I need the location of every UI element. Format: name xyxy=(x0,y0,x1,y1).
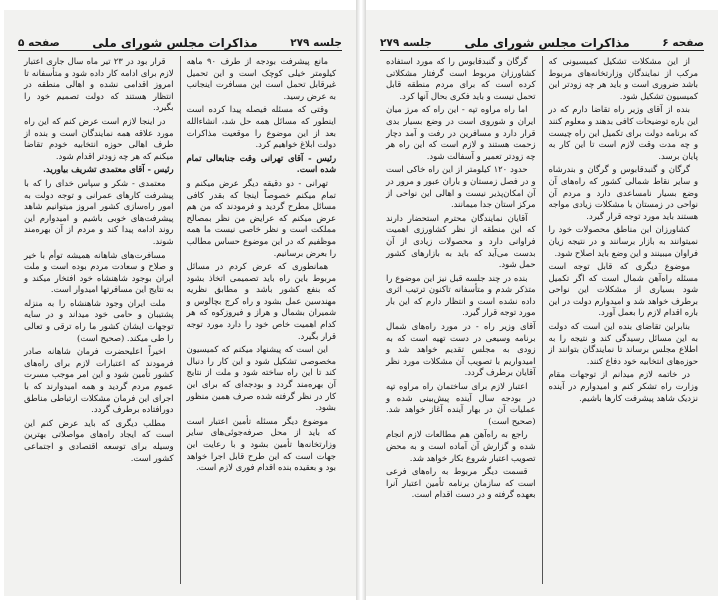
left-page xyxy=(4,10,356,596)
speaker-line: رئیس - آقای تهرانی وقت جنابعالی تمام شده است. xyxy=(186,152,336,175)
paragraph: در خاتمه لازم میدانم از توجهات مقام وزارت راه تشکر کنم و امیدوارم در آینده نزدیک شاهد پیشرفت کارها باشیم. xyxy=(548,369,698,403)
right-page xyxy=(366,10,718,596)
paragraph: قسمت دیگر مربوط به راه‌های فرعی است که سازمان برنامه تأمین اعتبار آنرا بعهده گرفته و در دست اقدام است. xyxy=(386,466,536,500)
paragraph: گرگان و گنبدقابوس را که مورد استفاده کشاورزان مربوط است گرفتار مشکلاتی کرده است که برای مردم منطقه قابل تحمل نیست و باید فکری بحال آنها کرد. xyxy=(386,56,536,101)
paragraph: مسافرت‌های شاهانه همیشه توأم با خیر و صلاح و سعادت مردم بوده است و ملت ایران بوجود شاهنشاه خود افتخار میکند و به نتایج این مسافرتها امیدوار است. xyxy=(24,249,174,295)
paragraph: تهرانی - دو دقیقه دیگر عرض میکنم و تمام میکنم خصوصاً اینجا که بقدر کافی مسائل مطرح گردید و فرمودند که من هم عرض میکنم که عرایض من نظر بمصالح مملکت است و نظر خاصی نیست ما همه موظفیم که در این موضوع حساس مطالب را بعرض برسانیم. xyxy=(186,177,336,258)
speaker-line: رئیس - آقای معتمدی تشریف بیاورید. xyxy=(43,164,174,175)
paragraph: راجع به راه‌آهن هم مطالعات لازم انجام شده و گزارش آن آماده است و به محض تصویب اعتبار شروع بکار خواهد شد. xyxy=(386,429,536,463)
publication-title: مذاکرات مجلس شورای ملی xyxy=(92,36,258,50)
page-gutter xyxy=(356,0,366,600)
text-columns xyxy=(380,56,704,584)
session-number: جلسه ۲۷۹ xyxy=(380,37,432,49)
page-number: صفحه ۵ xyxy=(18,37,60,49)
paragraph: این است که پیشنهاد میکنم که کمیسیون مخصوصی تشکیل شود و این کار را دنبال کند تا این راه ساخته شود و ملت از نتایج آن بهره‌مند گردد و بودجه‌ای که برای این کار در نظر گرفته شده صرف همین منظور بشود. xyxy=(186,344,336,413)
paragraph: ملت ایران وجود شاهنشاه را به منزله پشتیبان و حامی خود میداند و در سایه توجهات ایشان کشور ما راه ترقی و تعالی را طی میکند. (صحیح است) xyxy=(24,297,174,343)
paragraph: مانع پیشرفت بودجه از طرف ۹۰ ماهه کیلومتر خیلی کوچک است و این تحمیل غیرقابل تحمل است این مسافرت اینجانب به عرض رسید. xyxy=(186,56,336,101)
paragraph: حدود ۱۲۰ کیلومتر از این راه خاکی است و در فصل زمستان و باران عبور و مرور در آن امکان‌پذیر نیست و اهالی این نواحی از مرکز استان جدا میمانند. xyxy=(386,164,536,210)
paragraph: وقتی که مسئله فیصله پیدا کرده است اینطور که مسائل همه حل شد، انشاءالله بعد از این موضوع را موقعیت مذاکرات دولت ابلاغ خواهیم کرد. xyxy=(186,104,336,150)
paragraph: کشاورزان این مناطق محصولات خود را نمیتوانند به بازار برسانند و در نتیجه زیان فراوان میبینند و این وضع باید اصلاح شود. xyxy=(548,224,698,258)
text-column-right xyxy=(181,56,343,584)
publication-title: مذاکرات مجلس شورای ملی xyxy=(464,36,630,50)
paragraph: موضوع دیگری که قابل توجه است مسئله راه‌آهن شمال است که اگر تکمیل شود بسیاری از مشکلات این نواحی برطرف خواهد شد و امیدوارم دولت در این باره اقدام لازم را بعمل آورد. xyxy=(548,261,698,318)
paragraph: اخیراً اعلیحضرت فرمان شاهانه صادر فرمودند که اعتبارات لازم برای راه‌های کشور تأمین شود و این امر موجب مسرت عموم مردم گردید و همه امیدوارند که با اجرای این فرمان مشکلات ارتباطی مناطق دورافتاده برطرف گردد. xyxy=(24,346,174,415)
page-number: صفحه ۶ xyxy=(662,37,704,49)
paragraph: مطلب دیگری که باید عرض کنم این است که ایجاد راه‌های مواصلاتی بهترین وسیله برای توسعه اقتصادی و اجتماعی کشور است. xyxy=(24,417,174,463)
paragraph: قرار بود در ۲۳ تیر ماه سال جاری اعتبار لازم برای ادامه کار داده شود و متأسفانه تا امروز اقدامی نشده و اهالی منطقه در انتظار هستند که دولت تصمیم خود را بگیرد. xyxy=(24,56,174,113)
paragraph: آقایان نمایندگان محترم استحضار دارند که این منطقه از نظر کشاورزی اهمیت فراوانی دارد و محصولات زیادی از آن بدست می‌آید که باید به بازارهای کشور حمل شود. xyxy=(386,212,536,270)
page-header xyxy=(18,32,342,51)
paragraph: اعتبار لازم برای ساختمان راه مراوه تپه در بودجه سال آینده پیش‌بینی شده و عملیات آن در بهار آینده آغاز خواهد شد. (صحیح است) xyxy=(386,381,536,426)
paragraph: اما راه مراوه تپه - این راه که مرز میان ایران و شوروی است در وضع بسیار بدی قرار دارد و مسافرین در رفت و آمد دچار زحمت هستند و لازم است که این راه هر چه زودتر تعمیر و آسفالت شود. xyxy=(386,104,536,161)
text-column-left xyxy=(380,56,543,584)
speaker-line: آقای وزیر راه - در مورد راه‌های شمال برنامه وسیعی در دست تهیه است که به زودی به مجلس تقدیم خواهد شد و امیدواریم با تصویب آن مشکلات مورد نظر آقایان برطرف گردد. xyxy=(386,321,536,378)
paragraph: بنده از آقای وزیر راه تقاضا دارم که در این باره توضیحات کافی بدهند و معلوم کنند که برنامه دولت برای تکمیل این راه چیست و چه مدت وقت لازم است تا این کار به پایان برسد. xyxy=(548,104,698,161)
page-header xyxy=(380,32,704,51)
paragraph: موضوع دیگر مسئله تأمین اعتبار است که باید از محل صرفه‌جوئی‌های سایر وزارتخانه‌ها تأمین بشود و با رعایت این جهات است که این طرح قابل اجرا خواهد بود و بعقیده بنده اقدام فوری لازم است. xyxy=(186,415,336,473)
text-column-right xyxy=(543,56,705,584)
paragraph: همانطوری که عرض کردم در مسائل مربوط باین راه باید تصمیمی اتخاذ بشود که بنفع کشور باشد و مطابق نظریه مهندسین عمل بشود و راه کرج بچالوس و شمیران بشمال و هراز و فیروزکوه که هر کدام اهمیت خاص خود را دارد مورد توجه قرار بگیرد. xyxy=(186,261,336,341)
session-number: جلسه ۲۷۹ xyxy=(290,37,342,49)
paragraph: معتمدی - شکر و سپاس خدای را که با پیشرفت کارهای عمرانی و توجه دولت به امور راه‌سازی کشور امروز میتوانیم شاهد پیشرفت‌های خوبی باشیم و امیدوارم این روند ادامه پیدا کند و مردم از آن بهره‌مند شوند. xyxy=(24,177,174,246)
paragraph: بنده در چند جلسه قبل نیز این موضوع را متذکر شدم و متأسفانه تاکنون ترتیب اثری داده نشده است و انتظار دارم که این بار مورد توجه قرار گیرد. xyxy=(386,272,536,318)
paragraph: از این مشکلات تشکیل کمیسیونی که مرکب از نمایندگان وزارتخانه‌های مربوط باشد ضروری است و باید هر چه زودتر این کمیسیون تشکیل شود. xyxy=(548,56,698,101)
paragraph: در اینجا لازم است عرض کنم که این راه مورد علاقه همه نمایندگان است و بنده از طرف اهالی حوزه انتخابیه خودم تقاضا میکنم که هر چه زودتر اقدام شود. xyxy=(24,115,174,161)
text-columns xyxy=(18,56,342,584)
text-column-left xyxy=(18,56,181,584)
paragraph: بنابراین تقاضای بنده این است که دولت به این مسائل رسیدگی کند و نتیجه را به اطلاع مجلس برساند تا نمایندگان بتوانند از حوزه‌های انتخابیه خود دفاع کنند. xyxy=(548,321,698,366)
paragraph: گرگان و گنبدقابوس و گرگان و بندرشاه و سایر نقاط شمالی کشور که راه‌های آن وضع بسیار نامساعدی دارد و مردم آن نواحی در زمستان با مشکلات زیادی مواجه هستند باید مورد توجه قرار گیرد. xyxy=(548,164,698,221)
